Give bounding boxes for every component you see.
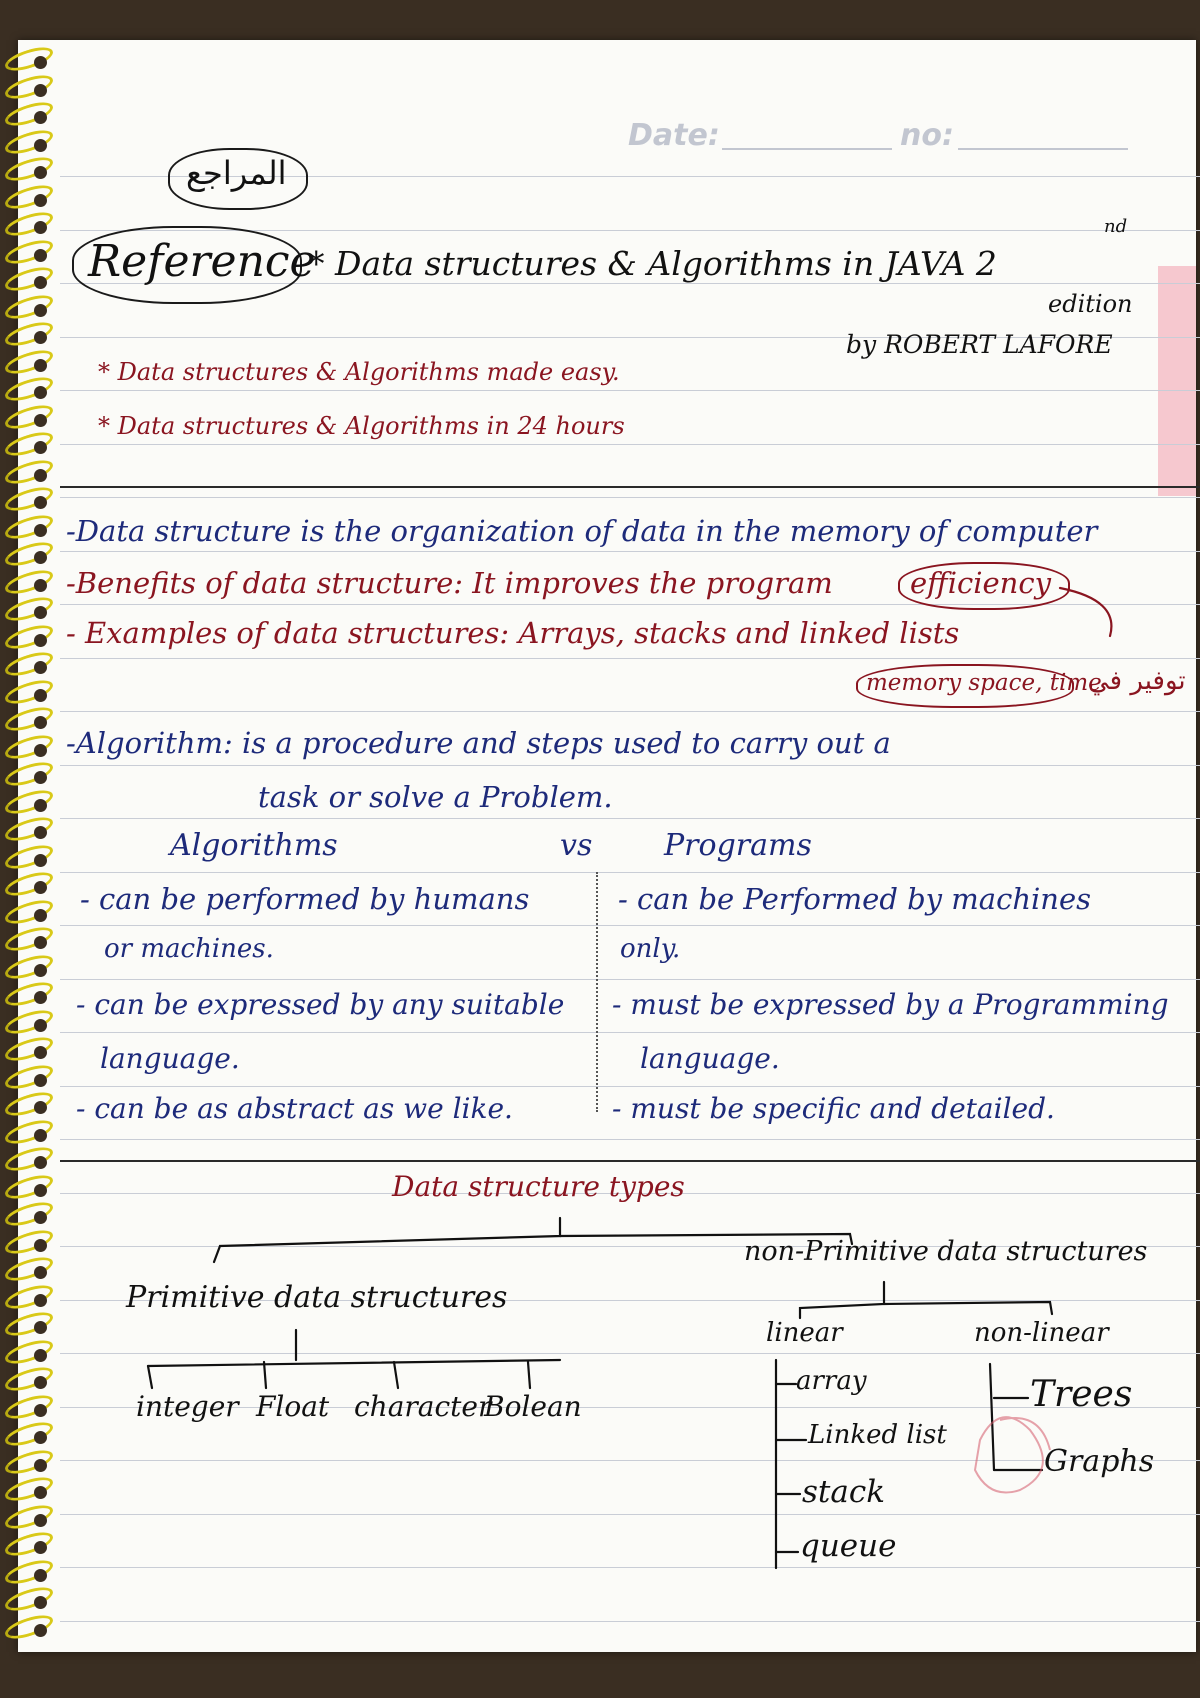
linear-item-stack: stack: [802, 1474, 885, 1510]
algo-row-3: - can be expressed by any suitable: [76, 988, 565, 1021]
memory-note: memory space, time: [866, 670, 1102, 696]
linear-item-array: array: [796, 1366, 867, 1396]
programs-title: Programs: [664, 828, 812, 863]
edition-superscript: nd: [1104, 216, 1128, 237]
algo-row-1: - can be performed by humans: [80, 882, 530, 916]
algo-row-5: - can be as abstract as we like.: [76, 1092, 513, 1125]
reference-book-3: * Data structures & Algorithms in 24 hours: [98, 412, 625, 440]
no-label: no:: [900, 118, 954, 153]
examples-line: - Examples of data structures: Arrays, stacks and linked lists: [66, 616, 960, 650]
reference-book-1: * Data structures & Algorithms in JAVA 2: [308, 244, 997, 283]
prog-row-5: - must be specific and detailed.: [612, 1092, 1055, 1125]
types-title: Data structure types: [392, 1170, 685, 1203]
arabic-saving-note: توفير في: [1088, 666, 1186, 696]
algorithm-def-1: -Algorithm: is a procedure and steps used to carry out a: [66, 726, 891, 760]
prog-row-4: language.: [640, 1042, 780, 1075]
primitive-item-bolean: Bolean: [484, 1390, 582, 1423]
algo-row-4: language.: [100, 1042, 240, 1075]
primitive-item-integer: integer: [136, 1390, 239, 1423]
arabic-margin-note: المراجع: [186, 154, 287, 192]
non-linear-item-trees: Trees: [1030, 1374, 1133, 1415]
edition-word: edition: [1048, 290, 1133, 318]
algorithm-def-2: task or solve a Problem.: [258, 780, 613, 814]
reference-book-2: * Data structures & Algorithms made easy.: [98, 358, 620, 386]
linear-label: linear: [766, 1318, 843, 1348]
primitive-item-character: character: [354, 1390, 492, 1423]
non-linear-label: non-linear: [974, 1318, 1109, 1348]
prog-row-2: only.: [620, 934, 681, 964]
linear-item-queue: queue: [800, 1528, 897, 1564]
algo-row-2: or machines.: [104, 934, 274, 964]
reference-label: Reference: [88, 236, 316, 287]
non-linear-item-graphs: Graphs: [1044, 1444, 1155, 1479]
date-label: Date:: [628, 118, 720, 153]
primitive-label: Primitive data structures: [126, 1280, 508, 1315]
non-primitive-label: non-Primitive data structures: [744, 1236, 1148, 1267]
vs-label: vs: [560, 828, 593, 863]
algorithms-title: Algorithms: [170, 828, 338, 863]
prog-row-1: - can be Performed by machines: [618, 882, 1091, 916]
benefits-line: -Benefits of data structure: It improves the program: [66, 566, 833, 600]
prog-row-3: - must be expressed by a Programming: [612, 988, 1169, 1021]
ds-definition: -Data structure is the organization of data in the memory of computer: [66, 514, 1098, 548]
linear-item-linked-list: Linked list: [808, 1420, 947, 1450]
primitive-item-float: Float: [256, 1390, 330, 1423]
author: by ROBERT LAFORE: [846, 330, 1113, 359]
efficiency-word: efficiency: [910, 566, 1051, 600]
